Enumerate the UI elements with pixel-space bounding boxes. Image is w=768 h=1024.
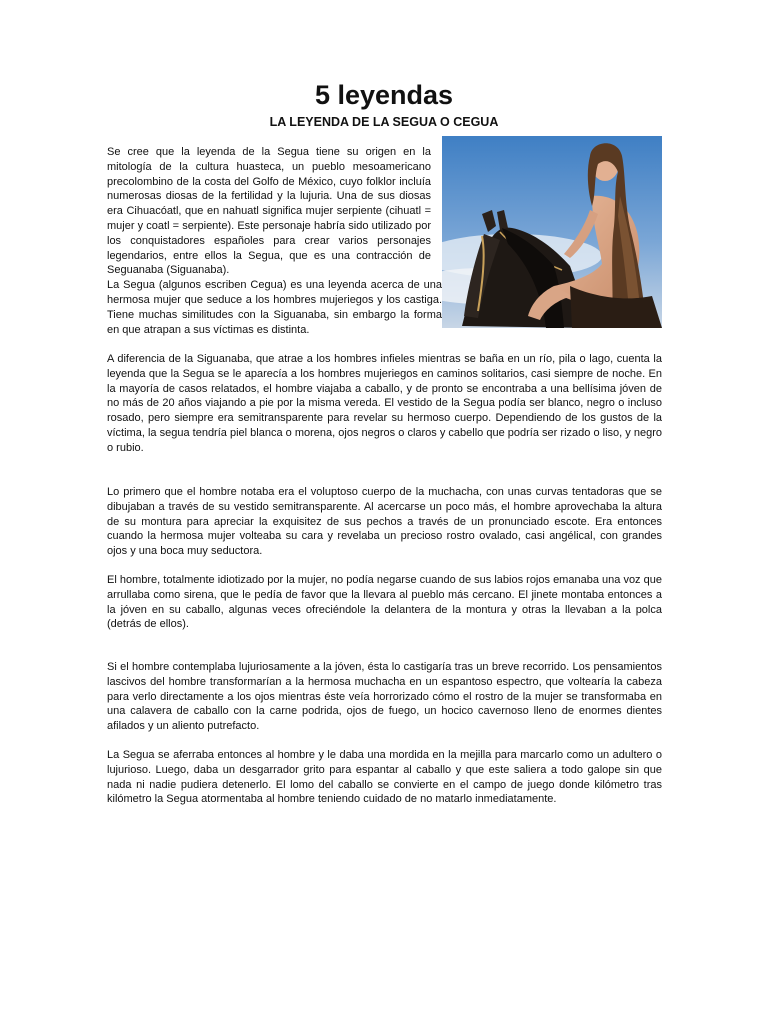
intro-text	[107, 145, 662, 337]
page-title: 5 leyendas	[314, 80, 454, 110]
paragraph-7: La Segua se aferraba entonces al hombre y le daba una mordida en la mejilla para marcarlo como un adultero o lujurioso. Luego, daba un desgarrador grito para espantar al caballo y que este saliera a todo galope sin que nada ni nadie pudiera detenerlo. El lomo del caballo se convierte en el campo de juego donde kilómetro tras kilómetro la Segua atormentaba al hombre teniendo cuidado de no matarlo inmediatamente.	[107, 749, 662, 806]
paragraph-6: Si el hombre contemplaba lujuriosamente a la jóven, ésta lo castigaría tras un breve recorrido. Los pensamientos lascivos del hombre transformarían a la hermosa muchacha en un espantoso espectro, que voltearía la cabeza para verlo directamente a los ojos mientras éste veía horrorizado cómo el rostro de la mujer se transformaba en una calavera de caballo con la carne podrida, ojos de fuego, un hocico cavernoso lleno de enormes dientes afilados y un aliento putrefacto.	[107, 661, 662, 733]
paragraph-1: Se cree que la leyenda de la Segua tiene su origen en la mitología de la cultura huasteca, un pueblo mesoamericano precolombino de la costa del Golfo de México, cuyo folklor incluía numerosas diosas de la fertilidad y la lujuria. Una de sus diosas era Cihuacóatl, que en nahuatl significa mujer serpiente (cihuatl = mujer y coatl = serpiente). Este personaje habría sido utilizado por los conquistadores españoles para crear varios personajes legendarios, entre ellos la Segua, que es una contracción de Seguanaba (Siguanaba).	[107, 146, 431, 277]
paragraph-3: A diferencia de la Siguanaba, que atrae a los hombres infieles mientras se baña en un río, pila o lago, cuenta la leyenda que la Segua se le aparecía a los hombres mujeriegos en caminos solitarios, casi siempre de noche. En la mayoría de casos relatados, el hombre viajaba a caballo, y de pronto se encontraba a una bellísima jóven de no más de 20 años viajando a pie por la misma vereda. El vestido de la Segua podía ser blanco, negro o incluso rosado, pero siempre era semitransparente para revelar su hermoso cuerpo. Dependiendo de los gustos de la víctima, la segua tendría piel blanca o morena, ojos negros o claros y cabello que podría ser rizado o liso, y negro o rubio.	[107, 353, 662, 454]
paragraph-5: El hombre, totalmente idiotizado por la mujer, no podía negarse cuando de sus labios rojos emanaba una voz que arrullaba como sirena, que le pedía de favor que la llevara al pueblo más cercano. El jinete montaba entonces a la jóven en su caballo, algunas veces ofreciéndole la delantera de la montura y otras la llevaban a la polca (detrás de ellos).	[107, 574, 662, 631]
paragraph-4: Lo primero que el hombre notaba era el voluptoso cuerpo de la muchacha, con unas curvas tentadoras que se dibujaban a través de su vestido semitransparente. Al acercarse un poco más, el hombre aprovechaba la altura de su montura para apreciar la exquisitez de sus pechos a través de un pronunciado escote. Era entonces cuando la hermosa mujer volteaba su cara y revelaba un precioso rostro ovalado, casi angélical, con grandes ojos y una boca muy seductora.	[107, 486, 662, 558]
page-subtitle: LA LEYENDA DE LA SEGUA O CEGUA	[269, 115, 499, 129]
paragraph-2: La Segua (algunos escriben Cegua) es una leyenda acerca de una hermosa mujer que seduce a los hombres mujeriegos y los castiga. Tiene muchas similitudes con la Siguanaba, sin embargo la forma en que atrapan a sus víctimas es distinta.	[107, 279, 442, 336]
